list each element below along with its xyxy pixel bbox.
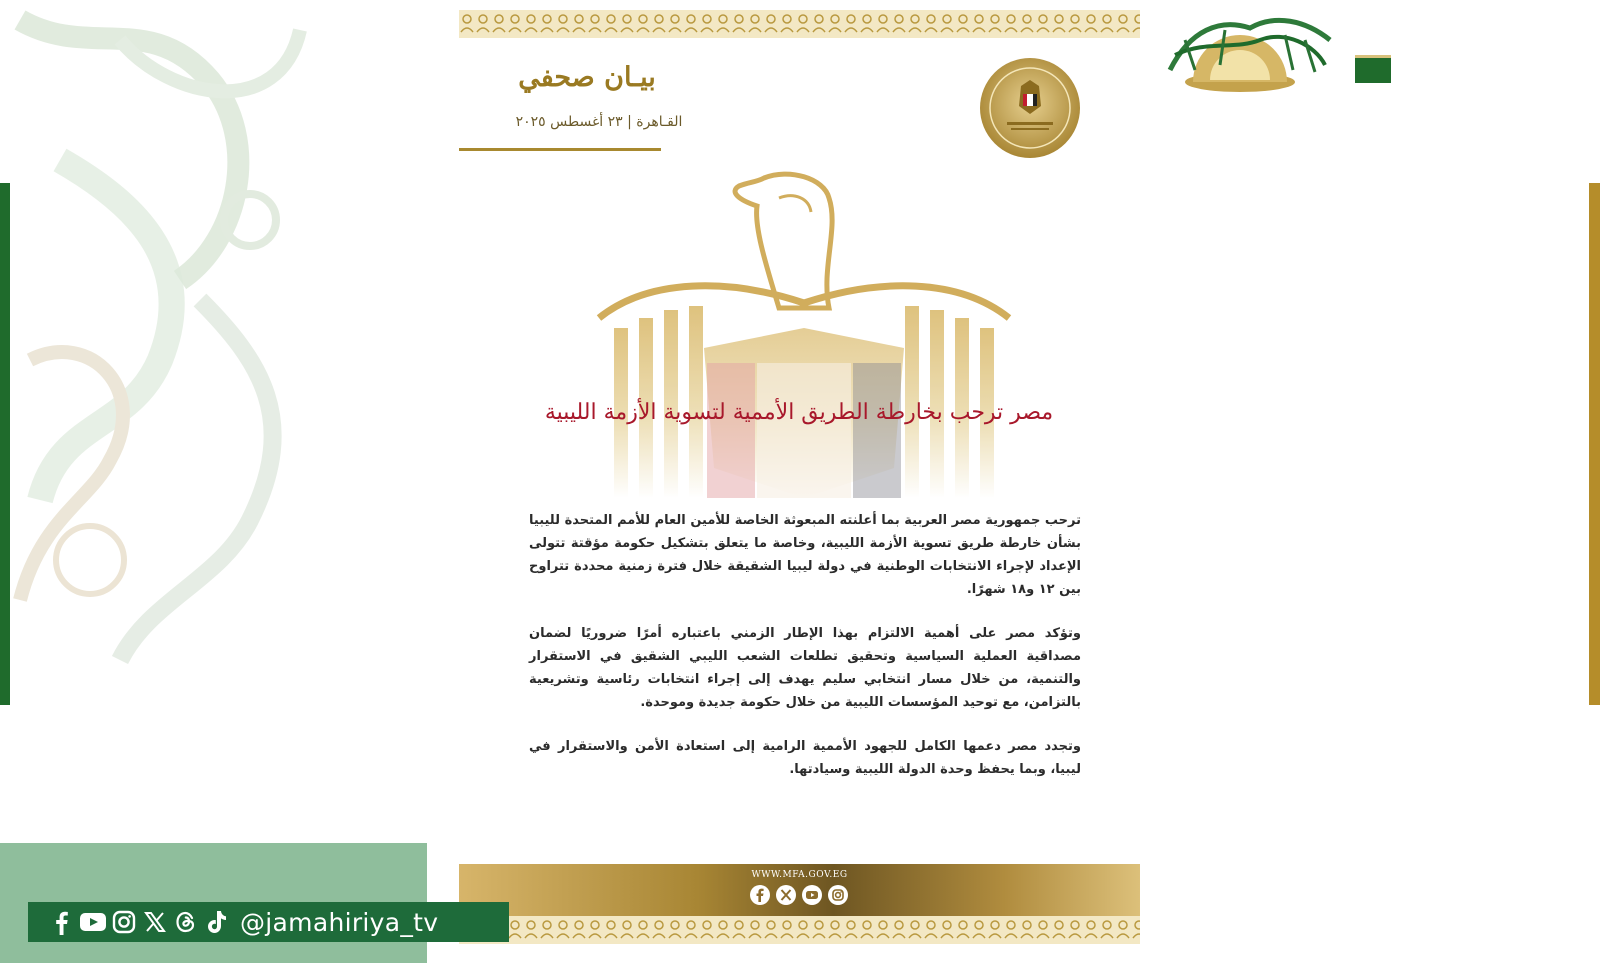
paragraph-1: ترحب جمهورية مصر العربية بما أعلنته المبعوثة الخاصة للأمين العام للأمم المتحدة لليبيا بشأن خارطة طريق تسوية الأزمة الليبية، وخاصة ما يتعلق بتشكيل حكومة مؤقتة تتولى الإعداد لإجراء الانتخابات الوطنية في دولة ليبيا الشقيقة خلال فترة زمنية محددة تتراوح بين ١٢ و١٨ شهرًا. (529, 513, 1081, 597)
channel-social-strip (28, 902, 509, 942)
x-icon[interactable] (141, 908, 169, 936)
headline: مصر ترحب بخارطة الطريق الأممية لتسوية الأزمة الليبية (544, 400, 1054, 425)
eagle-watermark (589, 168, 1019, 498)
tiktok-icon[interactable] (203, 908, 231, 936)
place-and-date: القـاهرة | ٢٣ أغسطس ٢٠٢٥ (515, 114, 683, 130)
instagram-icon[interactable] (110, 908, 138, 936)
instagram-icon (827, 884, 849, 906)
top-ornament-border (459, 10, 1140, 38)
paragraph-2: وتؤكد مصر على أهمية الالتزام بهذا الإطار الزمني باعتباره أمرًا ضروريًا لضمان مصداقية العملية السياسية وتحقيق تطلعات الشعب الليبي الشقيق في الاستقرار والتنمية، من خلال مسار انتخابي سليم يهدف إلى إجراء انتخابات رئاسية وتشريعية بالتزامن، مع توحيد المؤسسات الليبية من خلال حكومة جديدة وموحدة. (529, 626, 1081, 710)
press-release-title: بيـان صحفي (518, 62, 656, 93)
facebook-icon[interactable] (48, 908, 76, 936)
channel-handle[interactable]: @jamahiriya_tv (240, 907, 439, 937)
channel-logo (1165, 10, 1395, 95)
paragraph-3: وتجدد مصر دعمها الكامل للجهود الأممية الرامية إلى استعادة الأمن والاستقرار في ليبيا، وبما يحفظ وحدة الدولة الليبية وسيادتها. (529, 739, 1081, 777)
bottom-ornament-border (459, 916, 1140, 944)
calligraphy-background (0, 0, 330, 700)
right-gold-bar (1589, 183, 1600, 705)
youtube-icon (801, 884, 823, 906)
press-release-document (459, 0, 1140, 963)
footer-url: WWW.MFA.GOV.EG (751, 870, 848, 880)
title-underline (459, 148, 661, 151)
x-icon (775, 884, 797, 906)
ministry-seal-icon (971, 56, 1089, 160)
footer-social-icons (749, 884, 849, 910)
youtube-icon[interactable] (79, 908, 107, 936)
threads-icon[interactable] (172, 908, 200, 936)
left-green-bar (0, 183, 10, 705)
document-footer (459, 864, 1140, 916)
facebook-icon (749, 884, 771, 906)
